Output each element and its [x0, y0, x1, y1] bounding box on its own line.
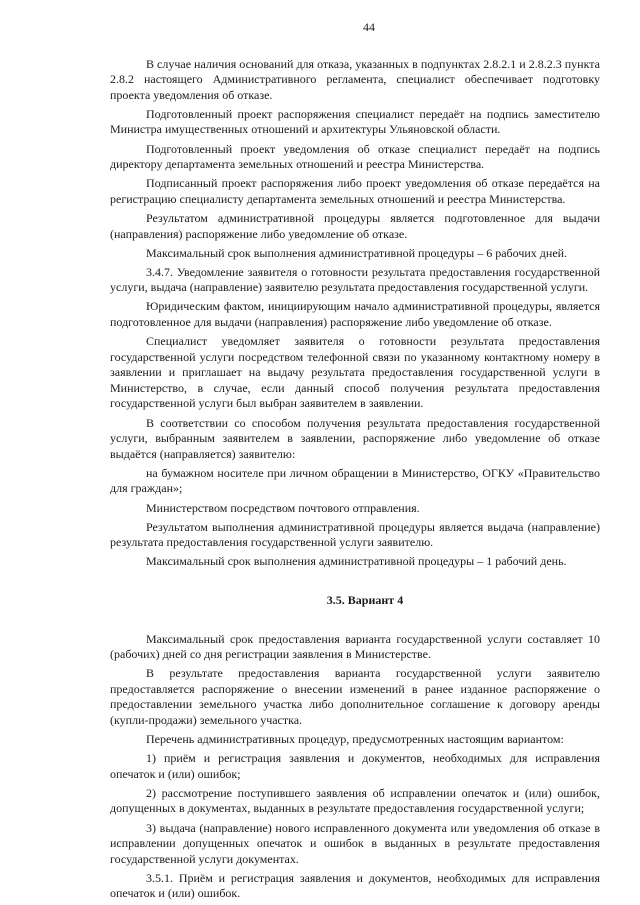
paragraph: В соответствии со способом получения результата предоставления государственной услуги, выбранным заявителем в заявлении, распоряжение либо уведомление об отказе выдаётся (направляется) заявителю:	[110, 415, 600, 461]
paragraph: В результате предоставления варианта государственной услуги заявителю предоставляется распоряжение о внесении изменений в ранее изданное распоряжение о предоставлении земельного участка либо дополнительное соглашение к договору аренды (купли-продажи) земельного участка.	[110, 666, 600, 727]
paragraph: Юридическим фактом, инициирующим начало административной процедуры, является подготовленное для выдачи (направления) распоряжение либо уведомление об отказе.	[110, 299, 600, 329]
paragraph: Специалист уведомляет заявителя о готовности результата предоставления государственной услуги посредством телефонной связи по указанному контактному номеру в заявлении и приглашает на выдачу результата предоставления государственной услуги в Министерство, в случае, если данный способ получения результата предоставления государственной услуги был выбран заявителем в заявлении.	[110, 334, 600, 411]
section-title: 3.5. Вариант 4	[326, 592, 404, 607]
paragraph: В случае наличия оснований для отказа, указанных в подпунктах 2.8.2.1 и 2.8.2.3 пункта 2.8.2 настоящего Административного регламента, специалист обеспечивает подготовку проекта уведомления об отказе.	[110, 56, 600, 102]
list-item: 3) выдача (направление) нового исправленного документа или уведомления об отказе в исправлении допущенных опечаток и ошибок в выданных в результате предоставления государственной услуги документах.	[110, 820, 600, 866]
subsection-heading: 3.4.7. Уведомление заявителя о готовности результата предоставления государственной услуги, выдача (направление) заявителю результата предоставления государственной услуги.	[110, 264, 600, 295]
paragraph: Результатом выполнения административной процедуры является выдача (направление) результата предоставления государственной услуги заявителю.	[110, 519, 600, 550]
paragraph: Максимальный срок предоставления варианта государственной услуги составляет 10 (рабочих) дней со дня регистрации заявления в Министерстве.	[110, 631, 600, 662]
paragraph: Перечень административных процедур, предусмотренных настоящим вариантом:	[146, 732, 564, 747]
paragraph: Подписанный проект распоряжения либо проект уведомления об отказе передаётся на регистрацию специалисту департамента земельных отношений и реестра Министерства.	[110, 176, 600, 206]
list-item: 2) рассмотрение поступившего заявления об исправлении опечаток и (или) ошибок, допущенных в документах, выданных в результате предоставления государственной услуги;	[110, 785, 600, 816]
paragraph: Максимальный срок выполнения административной процедуры – 6 рабочих дней.	[146, 245, 568, 260]
paragraph: Подготовленный проект уведомления об отказе специалист передаёт на подпись директору департамента земельных отношений и реестра Министерства.	[110, 141, 600, 172]
list-item: Министерством посредством почтового отправления.	[146, 500, 420, 515]
paragraph: Подготовленный проект распоряжения специалист передаёт на подпись заместителю Министра имущественных отношений и архитектуры Ульяновской области.	[110, 106, 600, 137]
paragraph: Результатом административной процедуры является подготовленное для выдачи (направления) распоряжение либо уведомление об отказе.	[110, 210, 600, 241]
subsection-heading: 3.5.1. Приём и регистрация заявления и документов, необходимых для исправления опечаток и (или) ошибок.	[110, 870, 600, 901]
list-item: на бумажном носителе при личном обращении в Министерство, ОГКУ «Правительство для граждан»;	[110, 465, 600, 496]
page-number: 44	[363, 20, 375, 34]
list-item: 1) приём и регистрация заявления и документов, необходимых для исправления опечаток и (или) ошибок;	[110, 751, 600, 781]
paragraph: Максимальный срок выполнения административной процедуры – 1 рабочий день.	[146, 554, 567, 569]
